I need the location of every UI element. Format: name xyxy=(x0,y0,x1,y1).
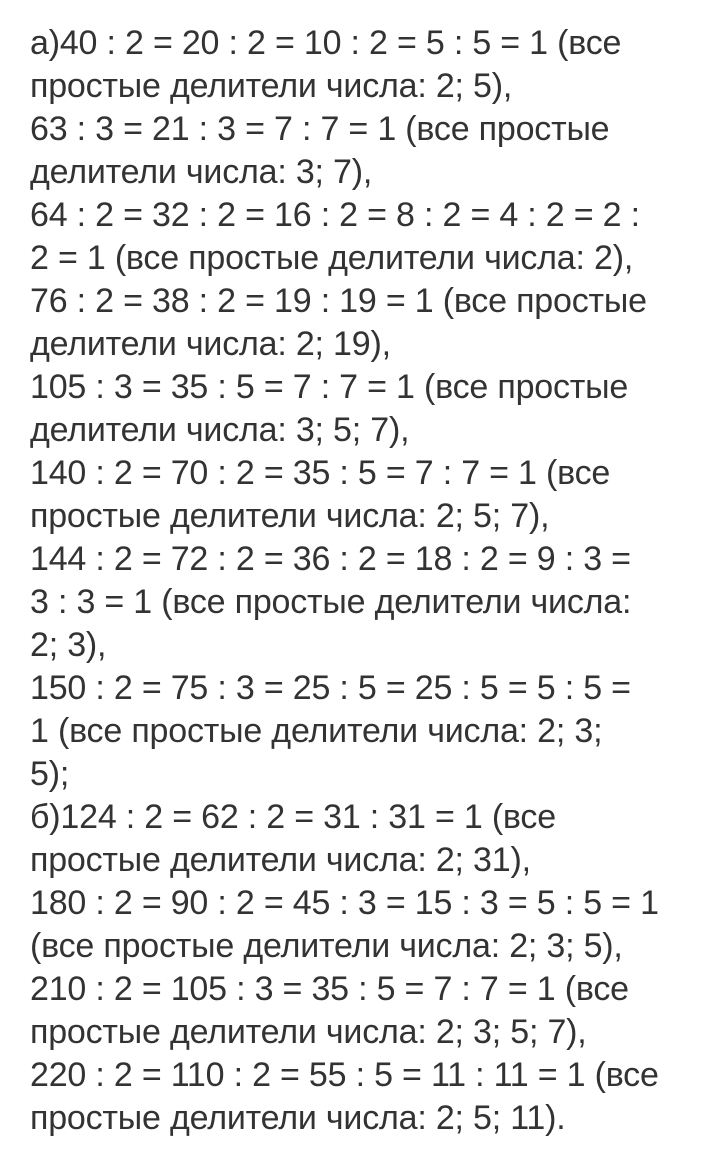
text-line: 76 : 2 = 38 : 2 = 19 : 19 = 1 (все простые xyxy=(30,282,647,320)
text-line: простые делители числа: 2; 5; 7), xyxy=(30,497,550,535)
text-line: делители числа: 2; 19), xyxy=(30,325,391,363)
text-line: простые делители числа: 2; 5; 11). xyxy=(30,1099,566,1137)
text-line: б)124 : 2 = 62 : 2 = 31 : 31 = 1 (все xyxy=(30,798,556,836)
text-line: 63 : 3 = 21 : 3 = 7 : 7 = 1 (все простые xyxy=(30,110,610,148)
text-line: 2; 3), xyxy=(30,626,107,664)
text-line: простые делители числа: 2; 5), xyxy=(30,67,513,105)
text-line: делители числа: 3; 7), xyxy=(30,153,373,191)
text-line: 150 : 2 = 75 : 3 = 25 : 5 = 25 : 5 = 5 : 5 = xyxy=(30,669,631,707)
text-line: 144 : 2 = 72 : 2 = 36 : 2 = 18 : 2 = 9 : 3 = xyxy=(30,540,631,578)
text-line: 3 : 3 = 1 (все простые делители числа: xyxy=(30,583,632,621)
text-line: 140 : 2 = 70 : 2 = 35 : 5 = 7 : 7 = 1 (все xyxy=(30,454,611,492)
text-line: а)40 : 2 = 20 : 2 = 10 : 2 = 5 : 5 = 1 (все xyxy=(30,24,622,62)
text-line: 2 = 1 (все простые делители числа: 2), xyxy=(30,239,634,277)
text-line: делители числа: 3; 5; 7), xyxy=(30,411,410,449)
text-line: 1 (все простые делители числа: 2; 3; xyxy=(30,712,603,750)
text-line: (все простые делители числа: 2; 3; 5), xyxy=(30,927,623,965)
text-line: 180 : 2 = 90 : 2 = 45 : 3 = 15 : 3 = 5 : 5 = 1 xyxy=(30,884,659,922)
text-line: 220 : 2 = 110 : 2 = 55 : 5 = 11 : 11 = 1 (все xyxy=(30,1056,659,1094)
text-line: 64 : 2 = 32 : 2 = 16 : 2 = 8 : 2 = 4 : 2 = 2 : xyxy=(30,196,640,234)
text-line: 5); xyxy=(30,755,70,793)
text-line: простые делители числа: 2; 31), xyxy=(30,841,531,879)
text-line: 105 : 3 = 35 : 5 = 7 : 7 = 1 (все простые xyxy=(30,368,629,406)
text-line: 210 : 2 = 105 : 3 = 35 : 5 = 7 : 7 = 1 (все xyxy=(30,970,629,1008)
text-line: простые делители числа: 2; 3; 5; 7), xyxy=(30,1013,587,1051)
